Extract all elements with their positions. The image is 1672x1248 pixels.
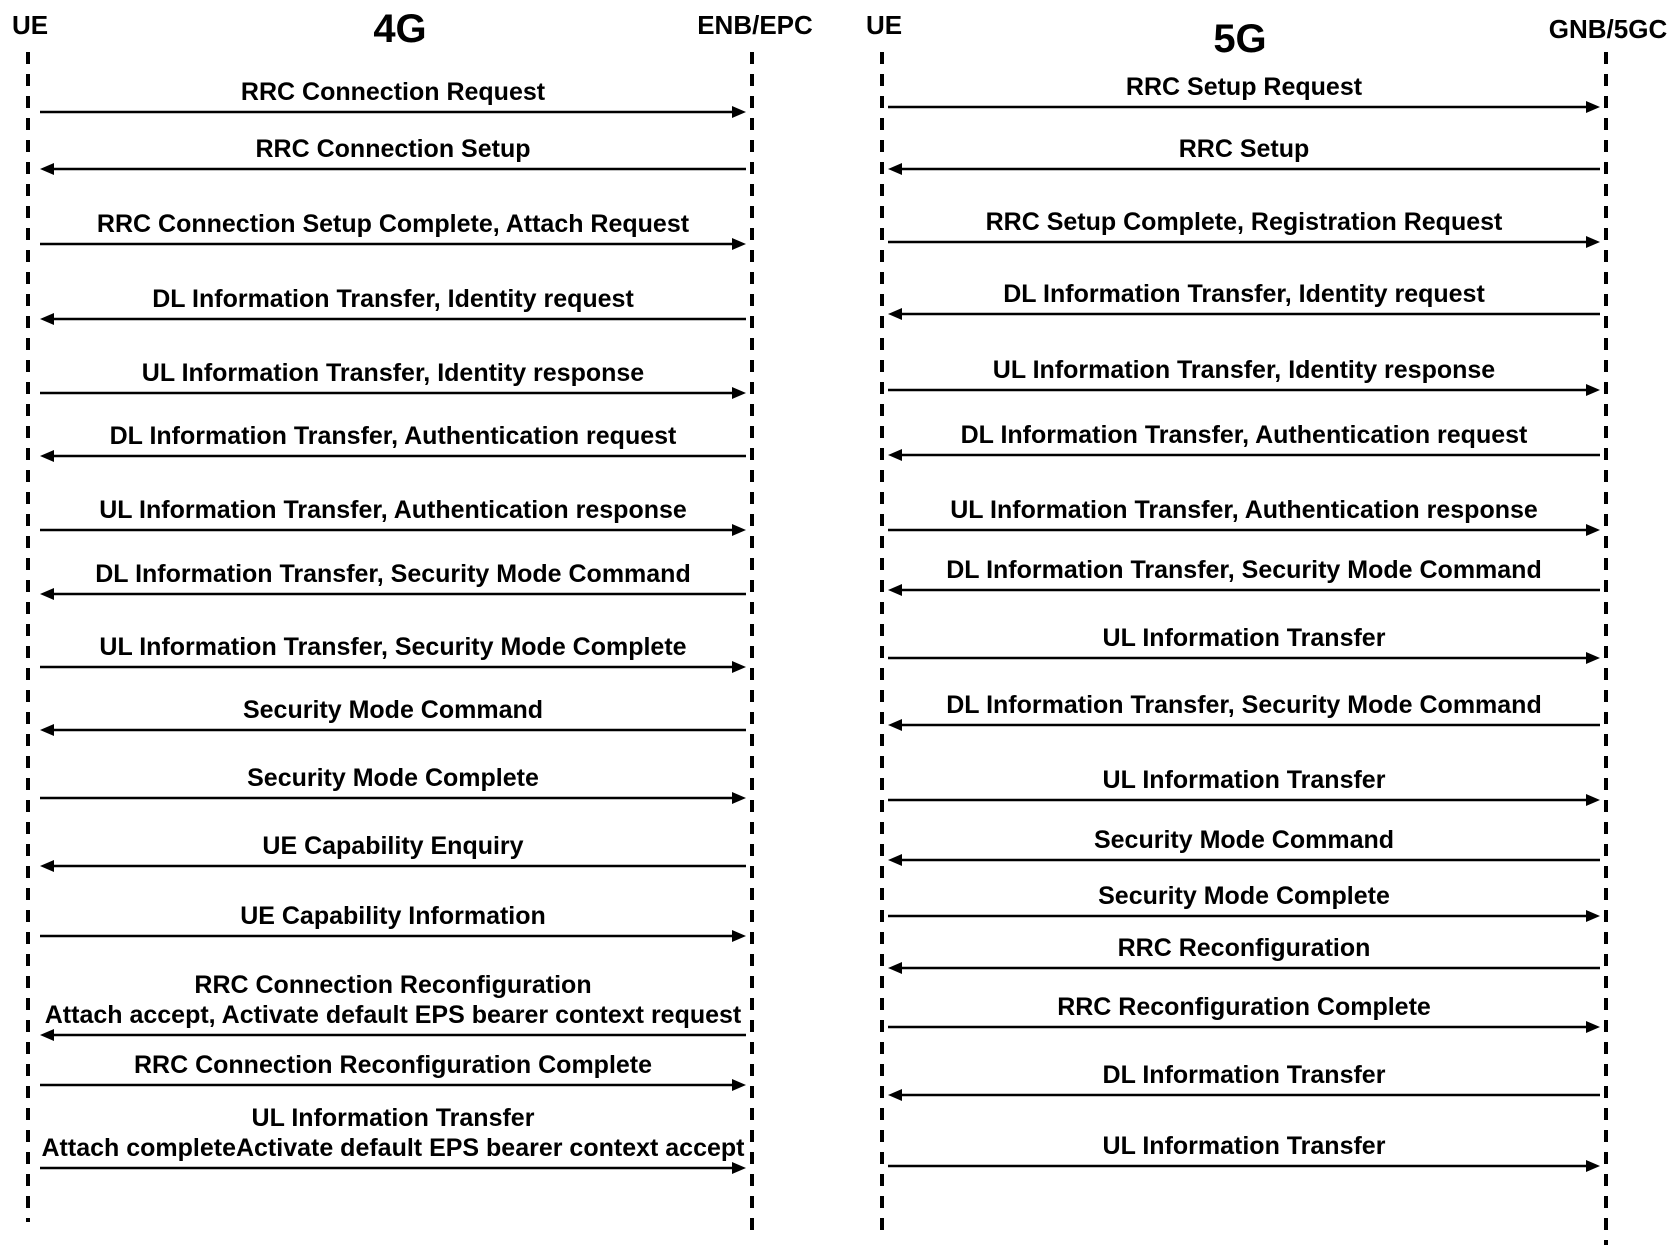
message [40, 422, 746, 462]
message-label: RRC Setup [1178, 135, 1310, 163]
arrow-left-icon [40, 860, 54, 872]
message-label: UL Information Transfer, Authentication response [950, 496, 1538, 524]
message [888, 356, 1600, 396]
message-label: DL Information Transfer, Authentication request [109, 422, 677, 450]
arrow-left-icon [40, 724, 54, 736]
arrow-right-icon [1586, 1160, 1600, 1172]
message-label: UL Information Transfer [1102, 766, 1386, 794]
message [888, 280, 1600, 320]
arrow-right-icon [1586, 236, 1600, 248]
message-label: DL Information Transfer, Authentication request [960, 421, 1528, 449]
message [888, 766, 1600, 806]
message [888, 496, 1600, 536]
message [888, 934, 1600, 974]
diagram-title: 4G [373, 7, 427, 51]
message-label: UL Information Transfer [1102, 1132, 1386, 1160]
message-label: UL Information Transfer, Identity response [992, 356, 1496, 384]
message [888, 421, 1600, 461]
message-label: UE Capability Information [240, 902, 546, 930]
message [40, 78, 746, 118]
panel-4g [12, 7, 813, 1232]
message [40, 135, 746, 175]
arrow-left-icon [888, 449, 902, 461]
message [40, 1104, 746, 1174]
diagram-title: 5G [1213, 17, 1267, 61]
message [40, 285, 746, 325]
message-label: UL Information Transfer, Authentication response [99, 496, 687, 524]
message [888, 208, 1600, 248]
message [40, 696, 746, 736]
arrow-right-icon [1586, 101, 1600, 113]
message-label: DL Information Transfer, Security Mode Command [946, 556, 1542, 584]
message [40, 832, 746, 872]
message [888, 73, 1600, 113]
message [40, 496, 746, 536]
message-label: Attach completeActivate default EPS bearer context accept [41, 1134, 745, 1162]
arrow-right-icon [732, 792, 746, 804]
message-label: UL Information Transfer [251, 1104, 535, 1132]
arrow-left-icon [40, 1029, 54, 1041]
arrow-right-icon [1586, 794, 1600, 806]
message [888, 135, 1600, 175]
message-label: RRC Setup Complete, Registration Request [985, 208, 1503, 236]
messages-4g [40, 78, 746, 1174]
right-entity-label: GNB/5GC [1548, 14, 1668, 44]
message [40, 764, 746, 804]
message [40, 359, 746, 399]
arrow-left-icon [40, 450, 54, 462]
message [888, 882, 1600, 922]
left-entity-label: UE [11, 10, 49, 40]
message-label: RRC Reconfiguration [1117, 934, 1371, 962]
message-label: DL Information Transfer, Identity request [152, 285, 634, 313]
message [888, 1061, 1600, 1101]
messages-5g [888, 73, 1600, 1172]
arrow-left-icon [888, 962, 902, 974]
message-label: RRC Connection Reconfiguration Complete [133, 1051, 653, 1079]
arrow-right-icon [732, 238, 746, 250]
message-label: RRC Reconfiguration Complete [1057, 993, 1431, 1021]
message [40, 1051, 746, 1091]
message-label: Security Mode Command [242, 696, 544, 724]
arrow-right-icon [1586, 652, 1600, 664]
left-entity-label: UE [865, 10, 903, 40]
arrow-right-icon [732, 524, 746, 536]
message [40, 971, 746, 1041]
message-label: UL Information Transfer [1102, 624, 1386, 652]
message [888, 556, 1600, 596]
message-label: Security Mode Command [1093, 826, 1395, 854]
message [888, 993, 1600, 1033]
message-label: Security Mode Complete [247, 764, 539, 792]
right-entity-label: ENB/EPC [697, 10, 813, 40]
message-label: UL Information Transfer, Identity response [141, 359, 645, 387]
arrow-left-icon [888, 854, 902, 866]
message-label: UL Information Transfer, Security Mode Complete [99, 633, 687, 661]
message [40, 902, 746, 942]
message [40, 210, 746, 250]
arrow-right-icon [1586, 1021, 1600, 1033]
message-label: RRC Setup Request [1125, 73, 1363, 101]
arrow-right-icon [1586, 384, 1600, 396]
message-label: DL Information Transfer, Security Mode Command [95, 560, 691, 588]
message [888, 826, 1600, 866]
message-label: DL Information Transfer [1102, 1061, 1386, 1089]
message-label: RRC Connection Request [240, 78, 546, 106]
arrow-left-icon [888, 1089, 902, 1101]
message-label: DL Information Transfer, Security Mode Command [946, 691, 1542, 719]
arrow-left-icon [888, 719, 902, 731]
message-label: DL Information Transfer, Identity request [1003, 280, 1485, 308]
message-label: UE Capability Enquiry [262, 832, 524, 860]
message-label: Attach accept, Activate default EPS bearer context request [44, 1001, 742, 1029]
message-label: RRC Connection Reconfiguration [194, 971, 592, 999]
arrow-right-icon [1586, 524, 1600, 536]
arrow-right-icon [732, 1079, 746, 1091]
arrow-left-icon [888, 584, 902, 596]
message-label: RRC Connection Setup Complete, Attach Request [96, 210, 690, 238]
arrow-right-icon [732, 1162, 746, 1174]
arrow-right-icon [732, 661, 746, 673]
message-label: Security Mode Complete [1098, 882, 1390, 910]
message [888, 691, 1600, 731]
arrow-left-icon [40, 163, 54, 175]
arrow-right-icon [732, 387, 746, 399]
arrow-right-icon [732, 930, 746, 942]
arrow-left-icon [40, 313, 54, 325]
message-label: RRC Connection Setup [255, 135, 531, 163]
arrow-left-icon [888, 163, 902, 175]
arrow-left-icon [888, 308, 902, 320]
message [888, 1132, 1600, 1172]
arrow-right-icon [1586, 910, 1600, 922]
arrow-right-icon [732, 106, 746, 118]
message [40, 560, 746, 600]
message [888, 624, 1600, 664]
arrow-left-icon [40, 588, 54, 600]
message [40, 633, 746, 673]
